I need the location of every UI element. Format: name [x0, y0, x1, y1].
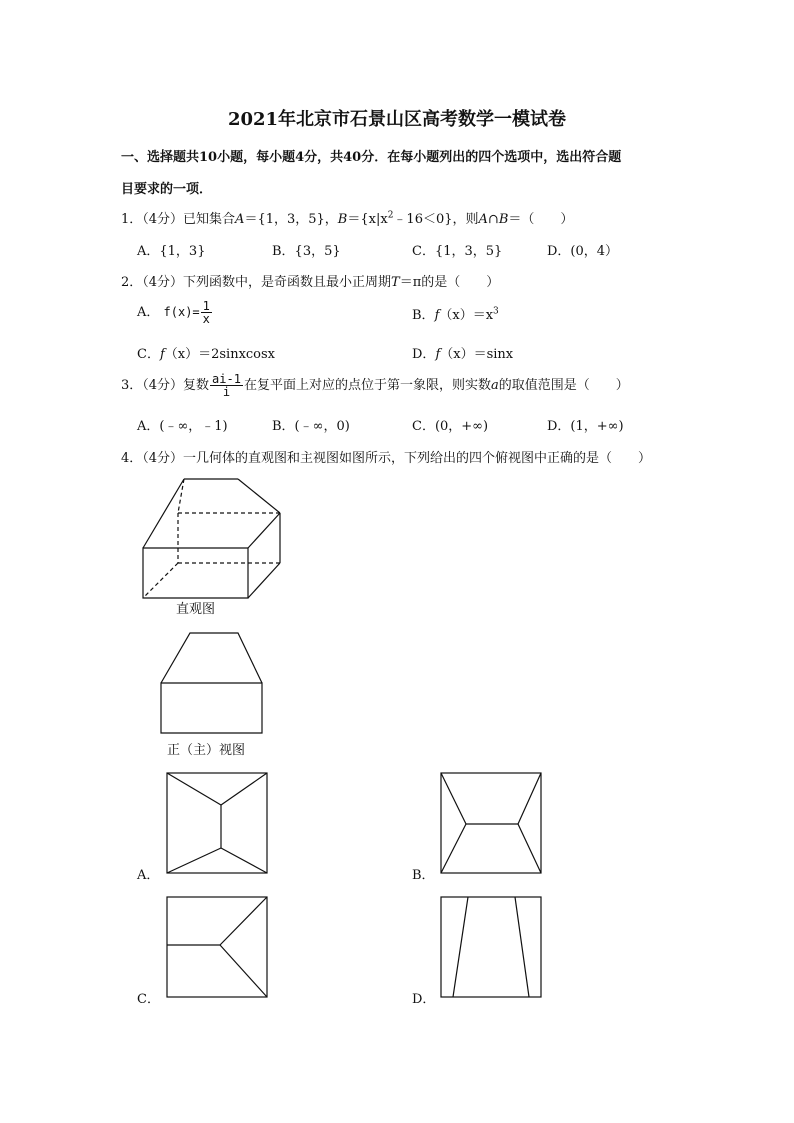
q2-option-b-sup: 3	[493, 306, 499, 317]
edge	[248, 563, 280, 598]
fraction-denominator: x	[202, 312, 210, 326]
q1-text: 1．（4分）已知集合	[121, 212, 236, 227]
q2-option-a[interactable]	[137, 300, 213, 325]
q1-var-a: A	[235, 212, 245, 227]
front-view-label: 正（主）视图	[167, 743, 246, 758]
q3-option-d[interactable]: D．(1，+∞)	[547, 419, 624, 434]
q2-option-c-label: C．	[137, 347, 160, 362]
square	[441, 897, 541, 997]
q2-option-a-fraction	[201, 300, 212, 325]
q2-option-d-expr: （x）＝sinx	[440, 347, 514, 362]
q2-option-a-label: A．	[137, 305, 160, 320]
q2-option-c-expr: （x）＝2sinxcosx	[164, 347, 276, 362]
page-title: 2021年北京市石景山区高考数学一模试卷	[227, 109, 567, 130]
q2-text: 2．（4分）下列函数中，是奇函数且最小正周期	[121, 275, 392, 290]
q3-option-c[interactable]: C．(0，+∞)	[412, 419, 489, 434]
edge	[167, 848, 221, 873]
q1-option-b[interactable]: B．{3，5}	[272, 244, 341, 259]
edge	[453, 897, 468, 997]
square	[441, 773, 541, 873]
q2-option-a-fx: f(x)=	[163, 305, 200, 319]
edge	[518, 773, 541, 824]
q4-option-c[interactable]: C．	[137, 992, 160, 1007]
direct-view-label: 直观图	[176, 602, 216, 617]
section-header-line1: 一、选择题共10小题，每小题4分，共40分．在每小题列出的四个选项中，选出符合题	[121, 150, 622, 165]
q2-option-b-label: B．	[412, 308, 435, 323]
q2-option-c-f: f	[159, 347, 165, 362]
q3-fraction	[210, 373, 243, 398]
edge	[221, 773, 267, 805]
hidden-edge	[143, 563, 178, 598]
q2-option-d-f: f	[435, 347, 441, 362]
q1-text: ＝（ ）	[508, 212, 574, 227]
square	[167, 773, 267, 873]
direct-view-figure	[140, 475, 285, 603]
section-header-line2: 目要求的一项．	[121, 182, 213, 197]
edge	[220, 945, 267, 997]
front-trapezoid	[161, 633, 262, 683]
q1-text: ﹣16＜0}，则	[393, 212, 479, 227]
q2-option-d[interactable]	[412, 343, 513, 362]
q4-option-b[interactable]: B．	[412, 868, 435, 883]
edge	[220, 897, 267, 945]
edge	[515, 897, 529, 997]
question-1-stem	[121, 208, 573, 227]
q3-option-a[interactable]: A．(﹣∞，﹣1)	[137, 419, 228, 434]
q2-option-b[interactable]	[412, 304, 499, 323]
option-d-figure[interactable]	[438, 894, 544, 1000]
q4-option-d[interactable]: D．	[412, 992, 436, 1007]
edge	[238, 479, 280, 513]
q1-sup: 2	[387, 210, 394, 221]
question-3-stem	[121, 373, 629, 398]
q1-text: ＝{x|x	[347, 212, 388, 227]
q1-text: ＝{1，3，5}，	[244, 212, 338, 227]
q2-option-b-expr: （x）＝x	[439, 308, 494, 323]
q2-option-b-f: f	[434, 308, 440, 323]
edge	[167, 773, 221, 805]
q3-var-a: a	[490, 378, 499, 393]
q4-option-a[interactable]: A．	[137, 868, 160, 883]
front-rect	[161, 683, 262, 733]
option-a-figure[interactable]	[164, 770, 270, 876]
q2-text: ＝π的是（ ）	[399, 275, 500, 290]
q1-intersect: ∩	[487, 212, 499, 227]
fraction-denominator: i	[222, 385, 231, 399]
edge	[221, 848, 267, 873]
fraction-numerator: 1	[202, 299, 210, 313]
fraction-numerator: ai-1	[212, 372, 241, 386]
edge	[518, 824, 541, 873]
q3-text: 的取值范围是（ ）	[498, 378, 629, 393]
front-box	[143, 548, 248, 598]
option-b-figure[interactable]	[438, 770, 544, 876]
q1-var-a: A	[478, 212, 488, 227]
q1-var-b: B	[498, 212, 509, 227]
q1-option-c[interactable]: C．{1，3，5}	[412, 244, 503, 259]
q2-var-t: T	[391, 275, 400, 290]
edge	[248, 513, 280, 548]
q2-option-c[interactable]	[137, 343, 275, 362]
q3-text: 3．（4分）复数	[121, 378, 210, 393]
q2-option-d-label: D．	[412, 347, 436, 362]
edge	[441, 824, 466, 873]
front-view-figure	[158, 630, 266, 736]
edge	[441, 773, 466, 824]
q3-option-b[interactable]: B．(﹣∞，0)	[272, 419, 350, 434]
option-c-figure[interactable]	[164, 894, 270, 1000]
question-4-stem: 4．（4分）一几何体的直观图和主视图如图所示，下列给出的四个俯视图中正确的是（ ）	[121, 451, 652, 466]
q3-text: 在复平面上对应的点位于第一象限，则实数	[243, 378, 491, 393]
q1-var-b: B	[337, 212, 348, 227]
q1-option-d[interactable]: D．(0，4）	[547, 244, 619, 259]
q1-option-a[interactable]: A．{1，3}	[137, 244, 206, 259]
question-2-stem	[121, 271, 499, 290]
